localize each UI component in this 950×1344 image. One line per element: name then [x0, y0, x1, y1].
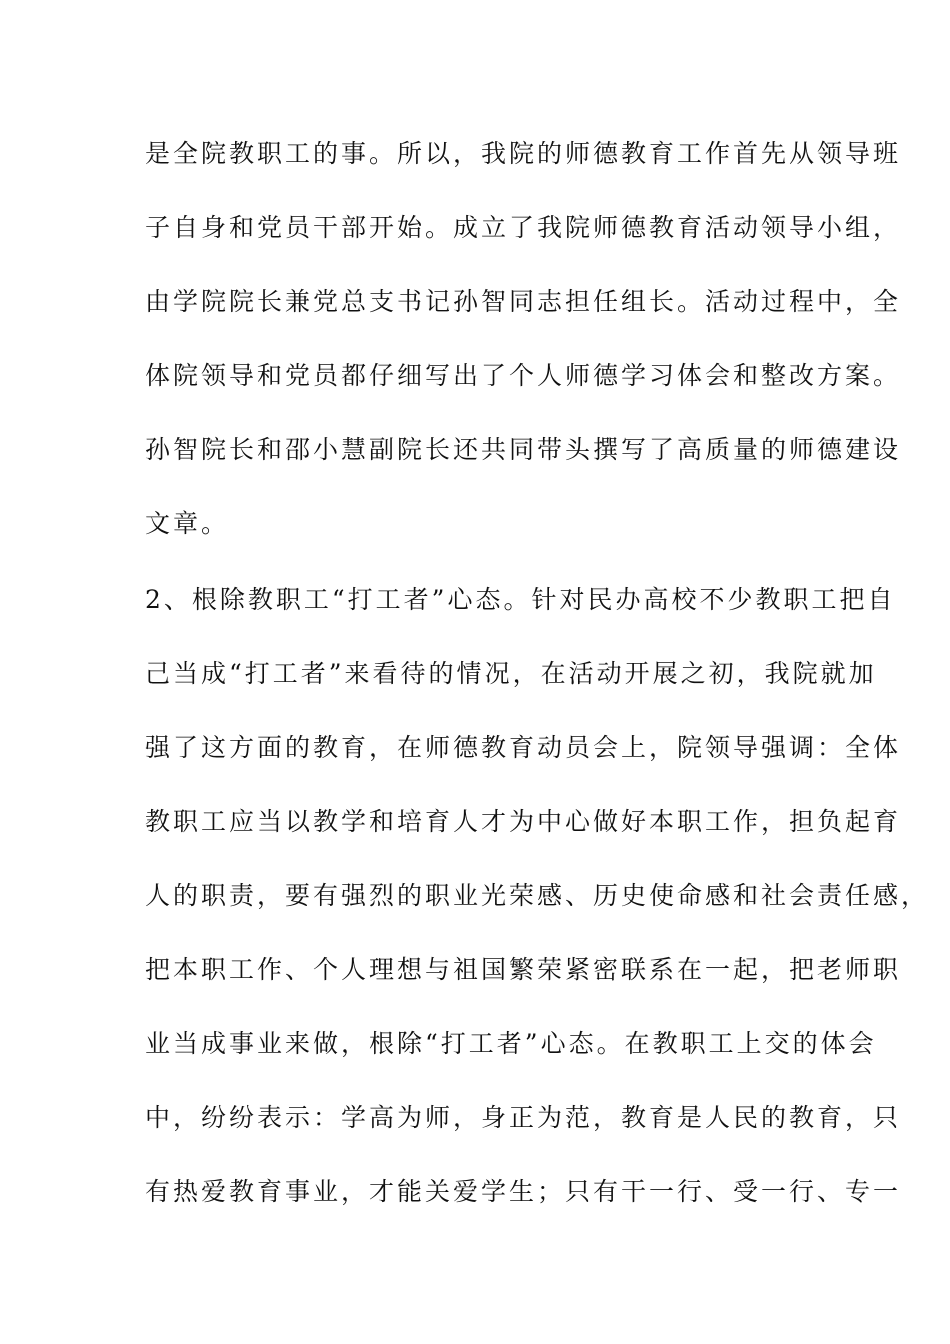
text-line: 把本职工作、个人理想与祖国繁荣紧密联系在一起，把老师职 [145, 955, 902, 984]
text-line: 业当成事业来做，根除“打工者”心态。在教职工上交的体会 [145, 1029, 877, 1058]
text-line: 文章。 [145, 509, 230, 538]
text-line: 教职工应当以教学和培育人才为中心做好本职工作，担负起育 [145, 807, 902, 836]
text-line: 2、根除教职工“打工者”心态。针对民办高校不少教职工把自 [145, 585, 896, 614]
text-line: 由学院院长兼党总支书记孙智同志担任组长。活动过程中，全 [145, 287, 902, 316]
text-line: 是全院教职工的事。所以，我院的师德教育工作首先从领导班 [145, 139, 902, 168]
text-line: 有热爱教育事业，才能关爱学生；只有干一行、受一行、专一 [145, 1177, 902, 1206]
text-line: 体院领导和党员都仔细写出了个人师德学习体会和整改方案。 [145, 361, 902, 390]
text-line: 人的职责，要有强烈的职业光荣感、历史使命感和社会责任感， [145, 881, 930, 910]
text-line: 己当成“打工者”来看待的情况，在活动开展之初，我院就加 [145, 659, 877, 688]
text-line: 孙智院长和邵小慧副院长还共同带头撰写了高质量的师德建设 [145, 435, 902, 464]
text-line: 子自身和党员干部开始。成立了我院师德教育活动领导小组， [145, 213, 902, 242]
text-line: 中，纷纷表示：学高为师，身正为范，教育是人民的教育，只 [145, 1103, 902, 1132]
text-line: 强了这方面的教育，在师德教育动员会上，院领导强调：全体 [145, 733, 902, 762]
